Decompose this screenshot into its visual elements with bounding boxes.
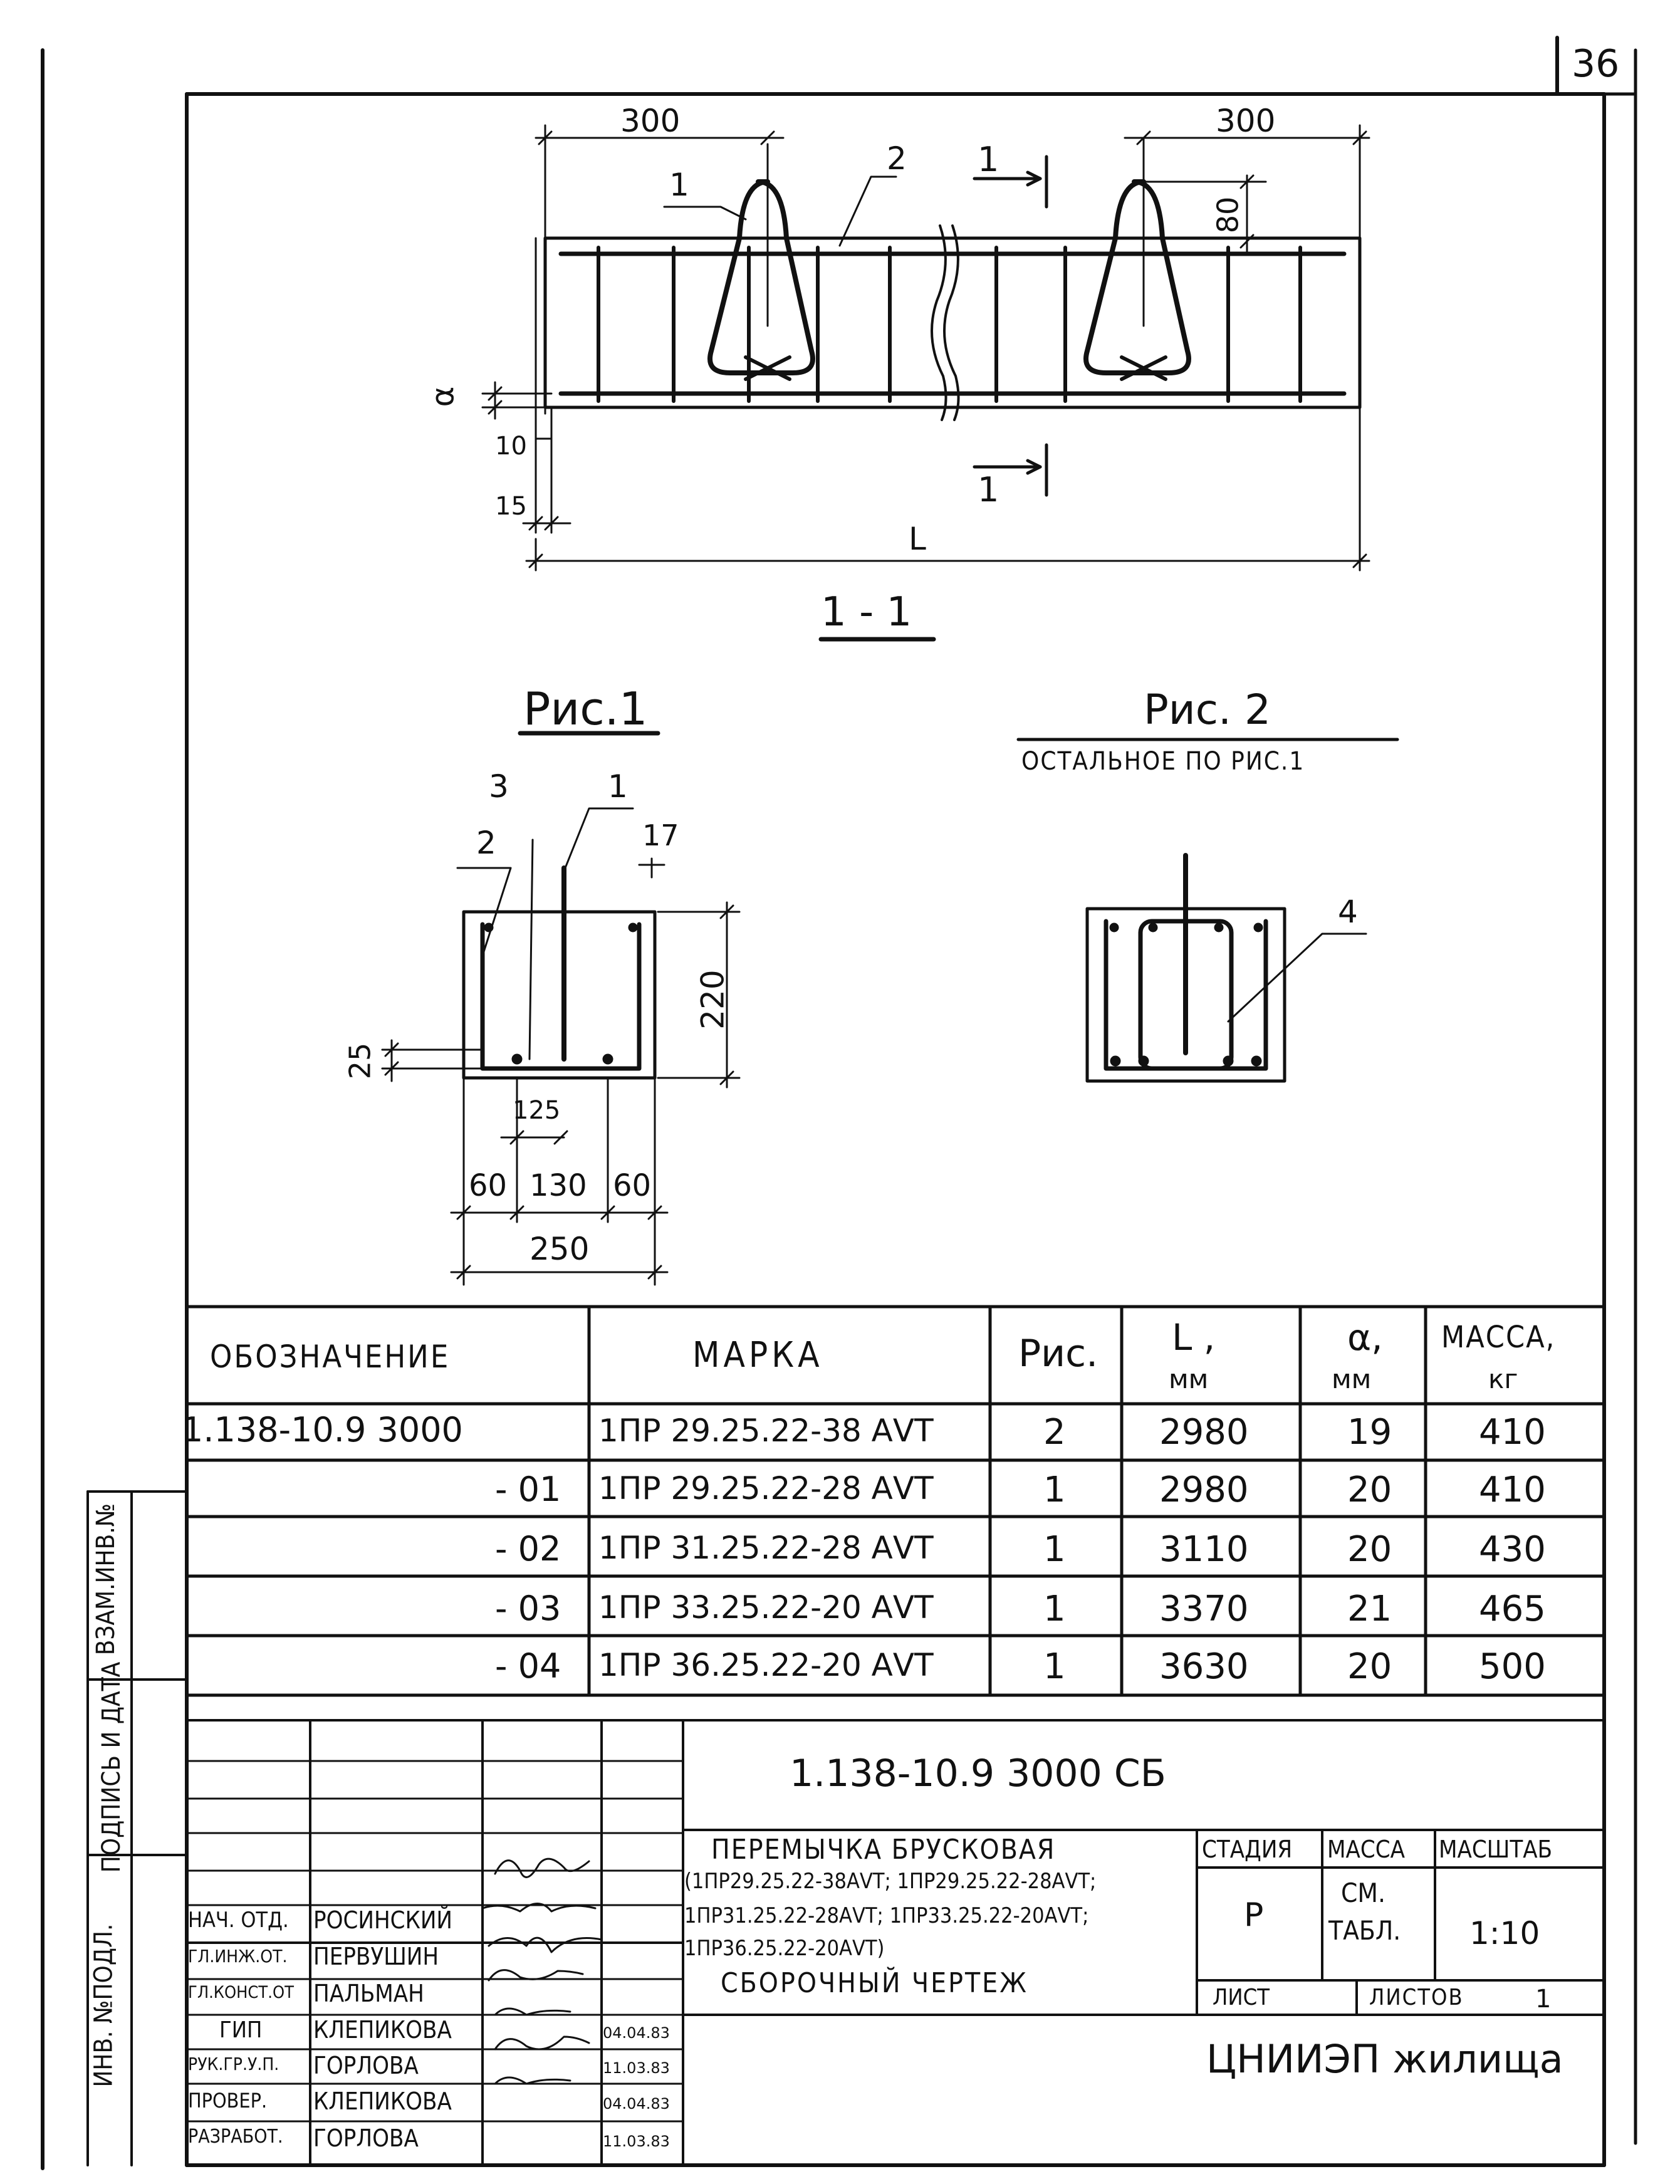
stamp-role: ГЛ.КОНСТ.ОТ xyxy=(188,1983,294,2002)
dim-10: 10 xyxy=(495,432,527,461)
stamp-date: 11.03.83 xyxy=(603,2133,670,2150)
table-cell-designation: 1.138-10.9 3000 xyxy=(182,1410,463,1450)
title-line-3: 1ПР31.25.22-28АⅤТ; 1ПР33.25.22-20АⅤТ; xyxy=(684,1903,1089,1928)
table-cell-length: 3370 xyxy=(1159,1589,1249,1629)
stamp-name: ПАЛЬМАН xyxy=(313,1980,424,2007)
col-header-length-unit: мм xyxy=(1169,1364,1209,1394)
stamp-date: 04.04.83 xyxy=(603,2024,670,2042)
table-cell-fig: 1 xyxy=(1043,1529,1066,1570)
dim-L: L xyxy=(909,521,926,557)
fig1-dim-60-left: 60 xyxy=(469,1168,508,1203)
mass-label: МАССА xyxy=(1327,1836,1406,1863)
mass-value-line1: СМ. xyxy=(1341,1878,1385,1908)
stamp-name: КЛЕПИКОВА xyxy=(313,2016,452,2044)
stamp-name: РОСИНСКИЙ xyxy=(313,1906,452,1934)
dim-a: α xyxy=(424,386,461,407)
dim-300-left: 300 xyxy=(620,103,681,139)
table-cell-length: 2980 xyxy=(1159,1470,1249,1510)
stamp-role: НАЧ. ОТД. xyxy=(188,1908,289,1933)
table-cell-designation: - 02 xyxy=(495,1529,561,1569)
col-header-designation: ОБОЗНАЧЕНИЕ xyxy=(210,1339,451,1375)
stamp-role: ГЛ.ИНЖ.ОТ. xyxy=(188,1946,288,1967)
cut-label-bottom: 1 xyxy=(978,470,999,509)
sheets-label: ЛИСТОВ xyxy=(1369,1985,1464,2010)
sheets-value: 1 xyxy=(1535,1985,1552,2014)
fig1-dim-25: 25 xyxy=(343,1042,377,1080)
stamp-name: ГОРЛОВА xyxy=(313,2124,419,2152)
cut-label-top: 1 xyxy=(978,140,999,179)
fig1-dim-220: 220 xyxy=(694,969,731,1030)
table-cell-a: 20 xyxy=(1347,1529,1392,1570)
table-cell-designation: - 04 xyxy=(495,1646,561,1686)
table-cell-a: 20 xyxy=(1347,1470,1392,1510)
fig1-dim-125: 125 xyxy=(513,1096,561,1125)
scale-label: МАСШТАБ xyxy=(1439,1836,1553,1863)
fig1-label-1: 1 xyxy=(608,768,628,805)
table-cell-mark: 1ПР 29.25.22-28 АⅤТ xyxy=(598,1470,934,1507)
table-cell-a: 20 xyxy=(1347,1646,1392,1687)
margin-sign-date: ПОДПИСЬ И ДАТА xyxy=(97,1661,127,1873)
fig1-label-3: 3 xyxy=(489,768,509,805)
stamp-role: ПРОВЕР. xyxy=(188,2089,268,2113)
col-header-a-unit: мм xyxy=(1332,1364,1372,1394)
table-cell-length: 2980 xyxy=(1159,1412,1249,1453)
fig1-dim-130: 130 xyxy=(530,1168,587,1203)
stamp-name: КЛЕПИКОВА xyxy=(313,2087,452,2115)
title-line-5: СБОРОЧНЫЙ ЧЕРТЕЖ xyxy=(721,1967,1028,1999)
position-label-1: 1 xyxy=(669,167,689,203)
stamp-date: 04.04.83 xyxy=(603,2095,670,2113)
table-cell-mass: 430 xyxy=(1479,1529,1546,1570)
fig2-label-4: 4 xyxy=(1338,894,1358,930)
table-cell-fig: 1 xyxy=(1043,1470,1066,1510)
margin-inv-podl: ИНВ. №ПОДЛ. xyxy=(89,1923,118,2087)
stamp-name: ГОРЛОВА xyxy=(313,2052,419,2079)
fig1-dim-17: 17 xyxy=(642,818,679,852)
dim-300-right: 300 xyxy=(1216,103,1276,139)
col-header-mass: МАССА, xyxy=(1441,1320,1556,1355)
fig1-dim-250: 250 xyxy=(530,1231,590,1267)
col-header-fig: Рис. xyxy=(1018,1332,1098,1376)
table-cell-fig: 1 xyxy=(1043,1589,1066,1629)
fig1-title: Рис.1 xyxy=(523,682,648,735)
fig2-subtitle: ОСТАЛЬНОЕ ПО РИС.1 xyxy=(1021,747,1305,776)
table-cell-mark: 1ПР 36.25.22-20 АⅤТ xyxy=(598,1647,934,1683)
table-cell-fig: 2 xyxy=(1043,1412,1066,1453)
table-cell-mass: 410 xyxy=(1479,1412,1546,1453)
dim-80: 80 xyxy=(1211,196,1245,234)
section-title: 1 - 1 xyxy=(821,589,912,635)
stamp-role: РАЗРАБОТ. xyxy=(188,2126,283,2148)
sheet-label: ЛИСТ xyxy=(1213,1985,1270,2010)
table-cell-mark: 1ПР 31.25.22-28 АⅤТ xyxy=(598,1530,934,1566)
dim-15: 15 xyxy=(495,492,527,521)
table-cell-a: 21 xyxy=(1347,1589,1392,1629)
table-cell-a: 19 xyxy=(1347,1412,1392,1453)
stamp-name: ПЕРВУШИН xyxy=(313,1943,439,1970)
position-label-2: 2 xyxy=(887,140,907,177)
stamp-role: ГИП xyxy=(219,2017,263,2043)
title-line-1: ПЕРЕМЫЧКА БРУСКОВАЯ xyxy=(711,1834,1056,1866)
fig2-title: Рис. 2 xyxy=(1144,686,1271,734)
document-code: 1.138-10.9 3000 СБ xyxy=(790,1752,1166,1795)
title-line-2: (1ПР29.25.22-38АⅤТ; 1ПР29.25.22-28АⅤТ; xyxy=(684,1869,1097,1894)
table-cell-mark: 1ПР 33.25.22-20 АⅤТ xyxy=(598,1589,934,1626)
mass-value-line2: ТАБЛ. xyxy=(1328,1915,1401,1946)
organization: ЦНИИЭП жилища xyxy=(1206,2036,1563,2082)
col-header-length: L , xyxy=(1172,1316,1216,1359)
fig1-dim-60-right: 60 xyxy=(613,1168,652,1203)
margin-inv-vzam: ВЗАМ.ИНВ.№ xyxy=(91,1503,121,1656)
table-cell-length: 3630 xyxy=(1159,1646,1249,1687)
table-cell-designation: - 01 xyxy=(495,1470,561,1509)
title-line-4: 1ПР36.25.22-20АⅤТ) xyxy=(684,1936,885,1961)
stamp-role: РУК.ГР.У.П. xyxy=(188,2054,279,2074)
stage-label: СТАДИЯ xyxy=(1202,1836,1293,1863)
col-header-mass-unit: кг xyxy=(1488,1364,1518,1394)
table-cell-mass: 500 xyxy=(1479,1646,1546,1687)
col-header-mark: МАРКА xyxy=(692,1335,823,1376)
fig1-label-2: 2 xyxy=(476,825,496,861)
stage-value: Р xyxy=(1244,1896,1264,1934)
col-header-a: α, xyxy=(1347,1316,1383,1359)
table-cell-mark: 1ПР 29.25.22-38 АⅤТ xyxy=(598,1413,934,1449)
scale-value: 1:10 xyxy=(1469,1915,1540,1951)
table-cell-length: 3110 xyxy=(1159,1529,1249,1570)
table-cell-designation: - 03 xyxy=(495,1589,561,1628)
table-cell-mass: 465 xyxy=(1479,1589,1546,1629)
table-cell-mass: 410 xyxy=(1479,1470,1546,1510)
table-cell-fig: 1 xyxy=(1043,1646,1066,1687)
stamp-date: 11.03.83 xyxy=(603,2059,670,2077)
sheet-number: 36 xyxy=(1572,42,1620,86)
